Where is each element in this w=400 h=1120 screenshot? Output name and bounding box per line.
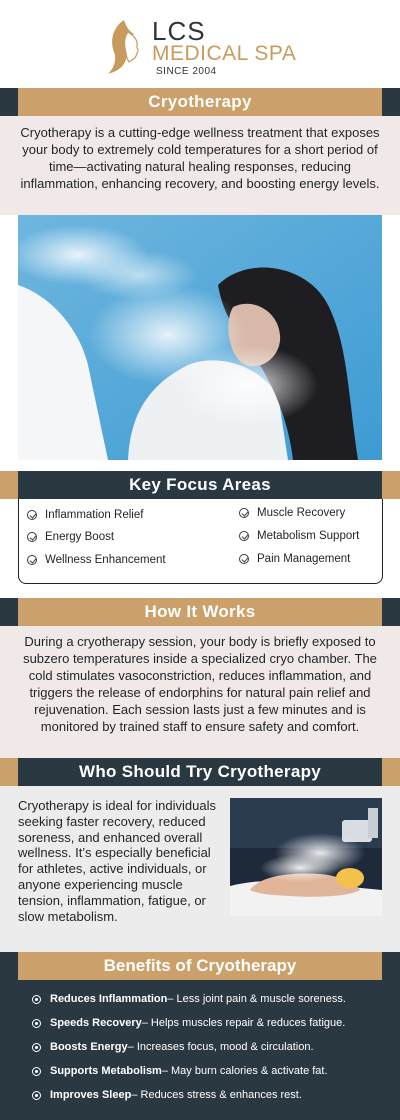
section-header-key-focus	[0, 471, 400, 499]
description-panel	[0, 116, 400, 215]
circle-dot-icon	[32, 1019, 41, 1028]
section-title: Who Should Try Cryotherapy	[18, 758, 382, 786]
list-item: Inflammation Relief	[27, 509, 143, 521]
circle-check-icon	[27, 532, 37, 542]
circle-check-icon	[239, 554, 249, 564]
list-item: Reduces Inflammation – Less joint pain & muscle soreness.	[32, 993, 346, 1005]
section-title: Benefits of Cryotherapy	[18, 952, 382, 980]
how-it-works-panel	[0, 626, 400, 758]
list-item: Supports Metabolism – May burn calories & activate fat.	[32, 1065, 328, 1077]
circle-dot-icon	[32, 1091, 41, 1100]
section-title: Cryotherapy	[18, 88, 382, 116]
list-item: Wellness Enhancement	[27, 554, 166, 566]
section-header-how-it-works	[0, 598, 400, 626]
benefits-section	[0, 952, 400, 1120]
list-item: Improves Sleep – Reduces stress & enhances rest.	[32, 1089, 302, 1101]
list-item: Pain Management	[239, 553, 350, 565]
header	[0, 0, 400, 88]
cryotherapy-description: Cryotherapy is a cutting-edge wellness treatment that exposes your body to extremely cold temperatures for a short period of time—activating natural healing responses, reducing inflammation, enhancing recovery, and boosting energy levels.	[20, 125, 380, 191]
key-focus-list	[18, 499, 383, 584]
section-header-who-should-try	[0, 758, 400, 786]
circle-check-icon	[239, 508, 249, 518]
woman-profile-logo-icon	[104, 18, 144, 76]
list-item: Metabolism Support	[239, 530, 359, 542]
circle-dot-icon	[32, 995, 41, 1004]
circle-check-icon	[239, 531, 249, 541]
section-title: How It Works	[18, 598, 382, 626]
brand-since: SINCE 2004	[156, 66, 217, 77]
hero-image	[18, 215, 382, 460]
who-should-try-text: Cryotherapy is ideal for individuals seeking faster recovery, reduced soreness, and enhanced overall wellness. It’s especially beneficial for athletes, active individuals, or anyone experiencing muscle tension, inflammation, fatigue, or slow metabolism.	[18, 798, 216, 924]
section-title: Key Focus Areas	[18, 471, 382, 499]
section-header-cryotherapy	[0, 88, 400, 116]
circle-dot-icon	[32, 1043, 41, 1052]
circle-dot-icon	[32, 1067, 41, 1076]
brand-name-top: LCS	[152, 16, 206, 46]
list-item: Speeds Recovery – Helps muscles repair & reduces fatigue.	[32, 1017, 345, 1029]
circle-check-icon	[27, 510, 37, 520]
list-item: Energy Boost	[27, 531, 114, 543]
how-it-works-text: During a cryotherapy session, your body is briefly exposed to subzero temperatures inside a specialized cryo chamber. The cold stimulates vasoconstriction, reduces inflammation, and triggers the release of endorphins for natural pain relief and rejuvenation. Each session lasts just a few minutes and is monitored by trained staff to ensure safety and comfort.	[23, 634, 377, 734]
circle-check-icon	[27, 555, 37, 565]
cryo-facial-image	[230, 798, 382, 916]
list-item: Boosts Energy – Increases focus, mood & circulation.	[32, 1041, 314, 1053]
list-item: Muscle Recovery	[239, 507, 345, 519]
brand-name-main: MEDICAL SPA	[152, 42, 297, 65]
